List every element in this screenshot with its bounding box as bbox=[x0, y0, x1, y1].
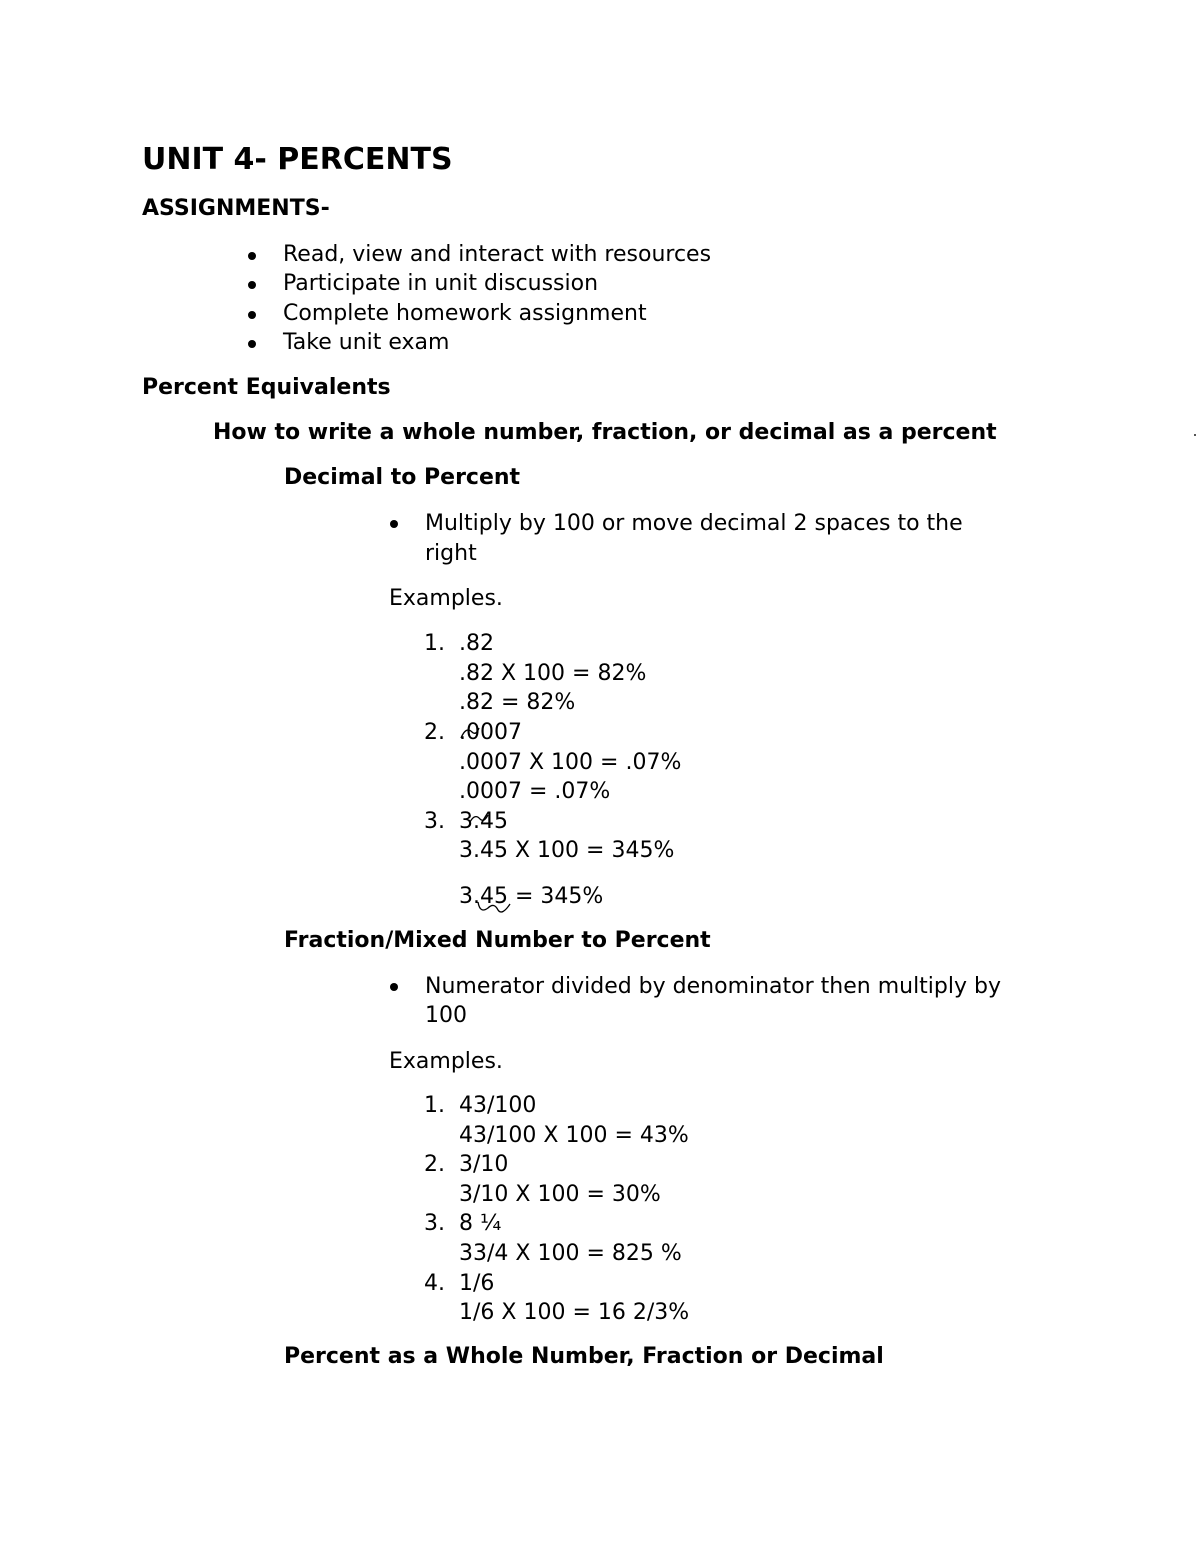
margin-mark bbox=[1194, 434, 1196, 436]
percent-to-number-heading: Percent as a Whole Number, Fraction or Decimal bbox=[284, 1344, 884, 1369]
bullet-icon bbox=[248, 252, 256, 260]
subsection-heading: How to write a whole number, fraction, or decimal as a percent bbox=[213, 420, 997, 445]
examples-label: Examples. bbox=[389, 586, 503, 611]
example-line: .82 bbox=[459, 631, 494, 656]
decimal-move-arrow-icon bbox=[468, 812, 490, 826]
example-line: 1/6 X 100 = 16 2/3% bbox=[459, 1300, 690, 1325]
example-line: .0007 X 100 = .07% bbox=[459, 750, 682, 775]
example-line: 1/6 bbox=[459, 1271, 495, 1296]
examples-label: Examples. bbox=[389, 1049, 503, 1074]
decimal-move-arrow-icon bbox=[458, 724, 482, 742]
example-line: .0007 bbox=[459, 720, 522, 745]
bullet-icon bbox=[248, 340, 256, 348]
example-line: .0007 = .07% bbox=[459, 779, 611, 804]
page-title: UNIT 4- PERCENTS bbox=[142, 142, 453, 177]
bullet-icon bbox=[248, 311, 256, 319]
decimal-to-percent-heading: Decimal to Percent bbox=[284, 465, 521, 490]
bullet-icon bbox=[248, 281, 256, 289]
assignment-text: Complete homework assignment bbox=[283, 301, 647, 326]
example-number: 4. bbox=[424, 1271, 445, 1296]
fraction-rule-line1: Numerator divided by denominator then multiply by bbox=[425, 974, 1001, 999]
example-line: 43/100 X 100 = 43% bbox=[459, 1123, 689, 1148]
example-line: .82 = 82% bbox=[459, 690, 576, 715]
example-line: 33/4 X 100 = 825 % bbox=[459, 1241, 682, 1266]
bullet-icon bbox=[390, 983, 398, 991]
example-line: 8 ¼ bbox=[459, 1211, 502, 1236]
assignment-text: Read, view and interact with resources bbox=[283, 242, 712, 267]
example-number: 3. bbox=[424, 809, 445, 834]
assignments-heading: ASSIGNMENTS- bbox=[142, 196, 330, 221]
section-heading: Percent Equivalents bbox=[142, 375, 391, 400]
example-line: 3.45 X 100 = 345% bbox=[459, 838, 675, 863]
bullet-icon bbox=[390, 520, 398, 528]
assignment-text: Take unit exam bbox=[283, 330, 450, 355]
fraction-rule-line2: 100 bbox=[425, 1003, 467, 1028]
example-number: 3. bbox=[424, 1211, 445, 1236]
decimal-rule-line2: right bbox=[425, 541, 477, 566]
example-line: 3.45 bbox=[459, 809, 508, 834]
example-number: 1. bbox=[424, 1093, 445, 1118]
example-number: 1. bbox=[424, 631, 445, 656]
example-line: 3.45 = 345% bbox=[459, 884, 604, 909]
decimal-rule-line1: Multiply by 100 or move decimal 2 spaces to the bbox=[425, 511, 963, 536]
example-line: .82 X 100 = 82% bbox=[459, 661, 647, 686]
example-number: 2. bbox=[424, 720, 445, 745]
example-number: 2. bbox=[424, 1152, 445, 1177]
example-line: 3/10 X 100 = 30% bbox=[459, 1182, 661, 1207]
assignment-text: Participate in unit discussion bbox=[283, 271, 599, 296]
fraction-to-percent-heading: Fraction/Mixed Number to Percent bbox=[284, 928, 711, 953]
decimal-move-arrow-icon bbox=[474, 896, 514, 916]
example-line: 3/10 bbox=[459, 1152, 509, 1177]
example-line: 43/100 bbox=[459, 1093, 537, 1118]
